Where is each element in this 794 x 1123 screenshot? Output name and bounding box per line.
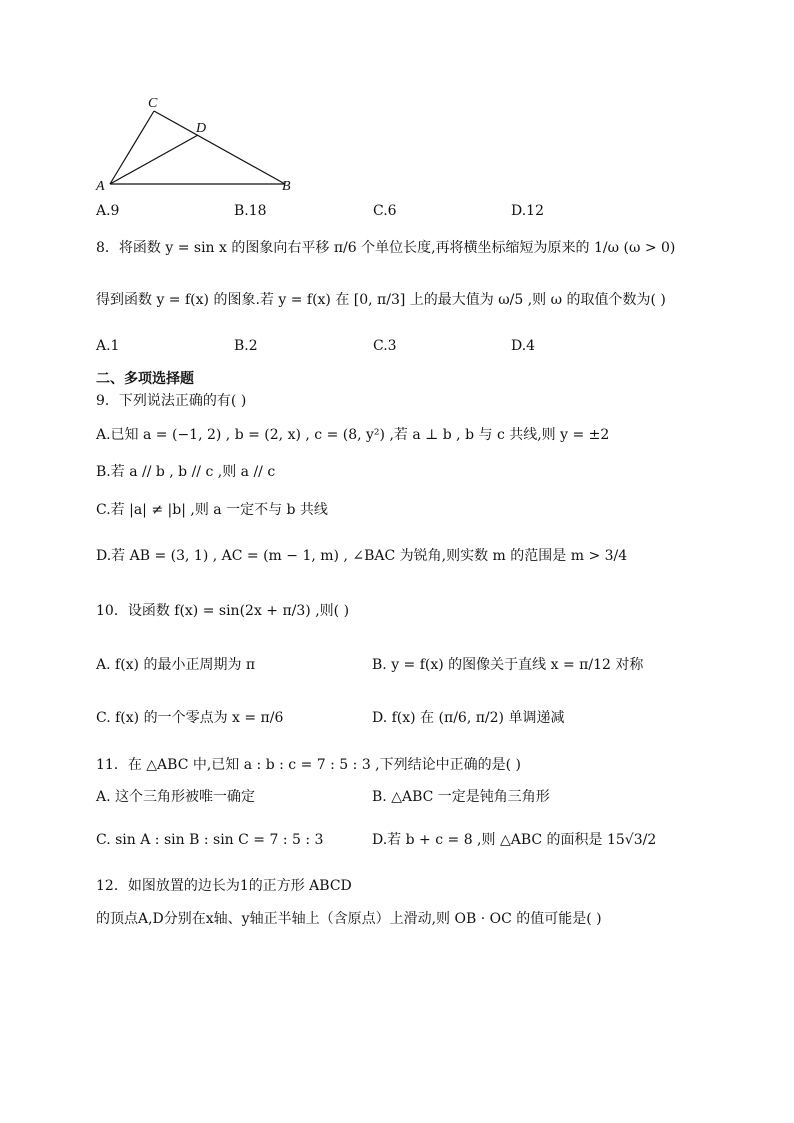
q9-option-a: A.已知 a = (−1, 2) , b = (2, x) , c = (8, y²) ,若 a ⊥ b , b 与 c 共线,则 y = ±2: [96, 427, 610, 443]
q11-stem: 11．在 △ABC 中,已知 a : b : c = 7 : 5 : 3 ,下列结论中正确的是( ): [96, 757, 521, 773]
q10-option-c: C. f(x) 的一个零点为 x = π/6: [96, 710, 284, 726]
q9-stem: 9．下列说法正确的有( ): [96, 393, 247, 409]
q10-stem: 10．设函数 f(x) = sin(2x + π/3) ,则( ): [96, 603, 350, 619]
q7-option-a: A.9: [96, 203, 120, 219]
triangle-figure: [90, 92, 310, 202]
segment-cb: [154, 111, 285, 184]
q11-option-a: A. 这个三角形被唯一确定: [96, 789, 256, 805]
q10-option-b: B. y = f(x) 的图像关于直线 x = π/12 对称: [372, 657, 644, 673]
q9-option-c: C.若 |a| ≠ |b| ,则 a 一定不与 b 共线: [96, 502, 328, 518]
q11-option-c: C. sin A : sin B : sin C = 7 : 5 : 3: [96, 832, 324, 848]
q10-option-d: D. f(x) 在 (π/6, π/2) 单调递减: [372, 710, 565, 726]
label-a: A: [96, 179, 105, 194]
q10-option-a: A. f(x) 的最小正周期为 π: [96, 657, 256, 673]
label-c: C: [148, 96, 158, 111]
q8-line2: 得到函数 y = f(x) 的图象.若 y = f(x) 在 [0, π/3] 上的最大值为 ω/5 ,则 ω 的取值个数为( ): [96, 292, 666, 308]
q8-line1: 8．将函数 y = sin x 的图象向右平移 π/6 个单位长度,再将横坐标缩短为原来的 1/ω (ω > 0): [96, 240, 676, 256]
q7-option-b: B.18: [234, 203, 267, 219]
q8-option-c: C.3: [373, 338, 397, 354]
q9-option-b: B.若 a // b , b // c ,则 a // c: [96, 464, 276, 480]
q7-option-d: D.12: [511, 203, 544, 219]
q12-line2: 的顶点A,D分别在x轴、y轴正半轴上（含原点）上滑动,则 OB · OC 的值可能是( ): [96, 911, 602, 927]
q12-line1: 12．如图放置的边长为1的正方形 ABCD: [96, 878, 352, 894]
q7-option-c: C.6: [373, 203, 397, 219]
q9-option-d: D.若 AB = (3, 1) , AC = (m − 1, m) , ∠BAC 为锐角,则实数 m 的范围是 m > 3/4: [96, 548, 628, 564]
label-d: D: [196, 121, 207, 136]
q8-option-a: A.1: [96, 338, 120, 354]
q8-option-b: B.2: [234, 338, 258, 354]
q11-option-b: B. △ABC 一定是钝角三角形: [372, 789, 550, 805]
section-heading: 二、多项选择题: [96, 371, 194, 387]
segment-ac: [110, 111, 154, 184]
segment-ad: [110, 135, 198, 184]
label-b: B: [282, 179, 291, 194]
q11-option-d: D.若 b + c = 8 ,则 △ABC 的面积是 15√3/2: [372, 832, 657, 848]
q8-option-d: D.4: [511, 338, 536, 354]
